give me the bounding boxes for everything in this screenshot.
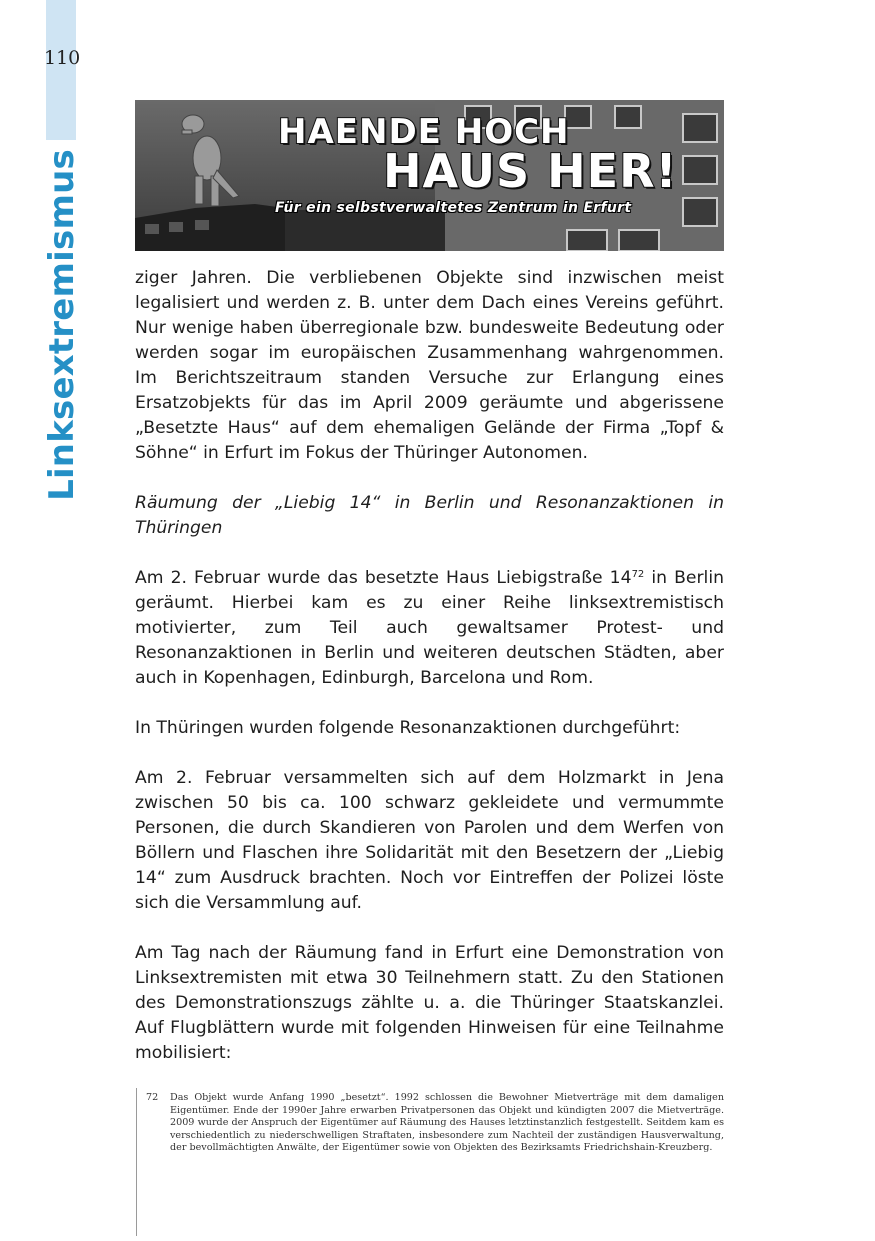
paragraph-3: In Thüringen wurden folgende Resonanzaktionen durchgeführt: bbox=[135, 718, 681, 738]
paragraph-1: ziger Jahren. Die verbliebenen Objekte sind inzwischen meist legalisiert und werden z. B. unter dem Dach eines Vereins geführt. Nur wenige haben überregionale bzw. bundesweite Bedeutung oder werden sogar im europäischen Zusammenhang wahrgenommen. Im Berichtszeitraum standen Versuche zur Erlangung eines Ersatzobjekts für das im April 2009 geräumte und abgerissene „Besetzte Haus“ auf dem ehemaligen Gelände der Firma „Topf & Söhne“ in Erfurt im Fokus der Thüringer Autonomen. bbox=[135, 268, 724, 463]
banner-headline-1: HAENDE HOCH bbox=[278, 112, 570, 152]
footnote-text: Das Objekt wurde Anfang 1990 „besetzt“. 1992 schlossen die Bewohner Mietverträge mit dem damaligen Eigentümer. Ende der 1990er Jahre erwarben Privatpersonen das Objekt und kündigten 2007 die Mietverträge. 2009 wurde der Anspruch der Eigentümer auf Räumung des Hauses letztinstanzlich festgestellt. Seitdem kam es verschiedentlich zu niederschwelligen Straftaten, insbesondere zum Nachteil der zuständigen Hausverwaltung, der bevollmächtigten Anwälte, der Eigentümer sowie von Objekten des Bezirksamts Friedrichshain-Kreuzberg. bbox=[170, 1092, 724, 1153]
footnote-rule bbox=[136, 1088, 137, 1236]
page-number: 110 bbox=[44, 47, 81, 69]
paragraph-2-start: Am 2. Februar wurde das besetzte Haus Liebigstraße 14 bbox=[135, 568, 632, 588]
paragraph-5: Am Tag nach der Räumung fand in Erfurt eine Demonstration von Linksextremisten mit etwa 30 Teilnehmern statt. Zu den Stationen des Demonstrationszugs zählte u. a. die Thüringer Staatskanzlei. Auf Flugblättern wurde mit folgenden Hinweisen für eine Teilnahme mobilisiert: bbox=[135, 943, 724, 1063]
paragraph-4: Am 2. Februar versammelten sich auf dem Holzmarkt in Jena zwischen 50 bis ca. 100 schwarz gekleidete und vermummte Personen, die durch Skandieren von Parolen und dem Werfen von Böllern und Flaschen ihre Solidarität mit den Besetzern der „Liebig 14“ zum Ausdruck brachten. Noch vor Eintreffen der Polizei löste sich die Versammlung auf. bbox=[135, 768, 724, 913]
section-label: Linksextremismus bbox=[42, 149, 82, 501]
footnote bbox=[146, 1092, 724, 1155]
section-heading: Räumung der „Liebig 14“ in Berlin und Resonanzaktionen in Thüringen bbox=[135, 493, 724, 538]
body-text bbox=[135, 266, 724, 1091]
paragraph-2-end: in Berlin geräumt. Hierbei kam es zu einer Reihe linksextremistisch motivierter, zum Teil auch gewaltsamer Protest- und Resonanzaktionen in Berlin und weiteren deutschen Städten, aber auch in Kopenhagen, Edinburgh, Barcelona und Rom. bbox=[135, 568, 724, 688]
banner-subtitle: Für ein selbstverwaltetes Zentrum in Erfurt bbox=[275, 200, 632, 216]
side-color-strip bbox=[46, 0, 76, 140]
banner-image bbox=[135, 100, 724, 251]
banner-headline-2: HAUS HER! bbox=[383, 144, 678, 198]
footnote-number: 72 bbox=[146, 1092, 159, 1103]
footnote-reference[interactable]: 72 bbox=[631, 569, 645, 580]
paragraph-2 bbox=[135, 566, 724, 691]
